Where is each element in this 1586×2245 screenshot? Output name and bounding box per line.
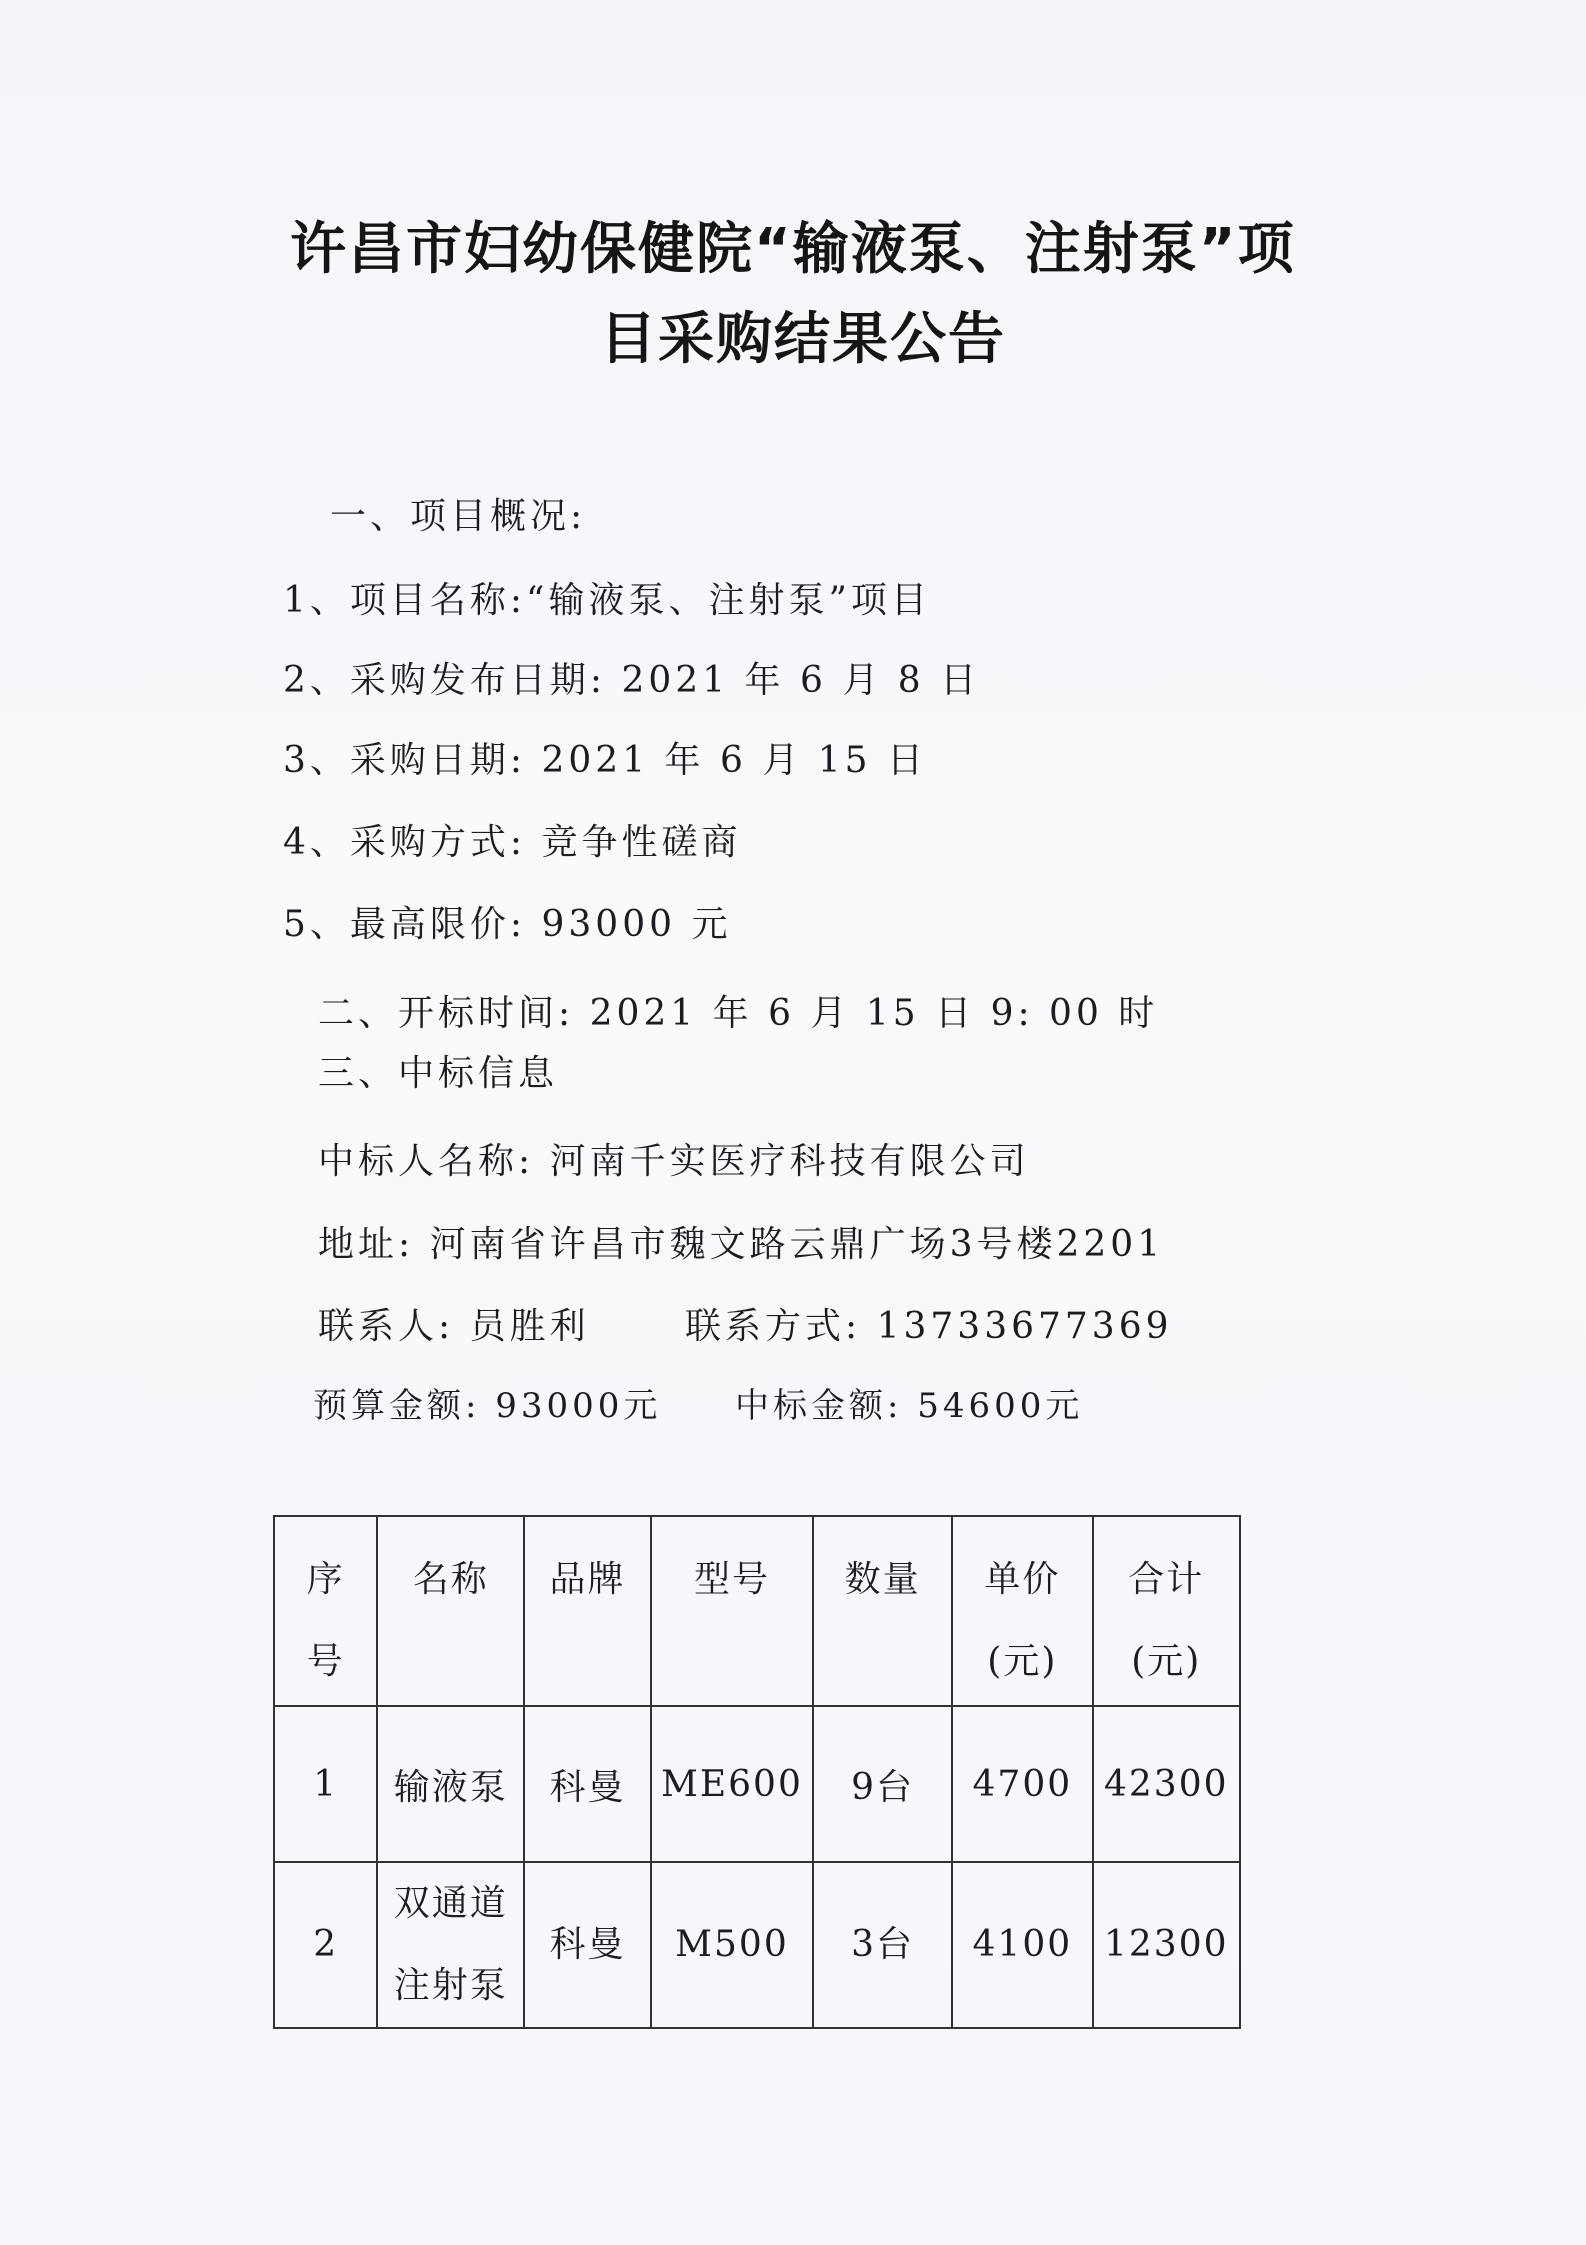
cell-brand: 科曼 (524, 1706, 651, 1862)
section-3-heading: 三、中标信息 (318, 1053, 559, 1094)
budget-amount: 预算金额: 93000元 (313, 1386, 662, 1426)
table-header-row (274, 1516, 1240, 1706)
cell-model: M500 (651, 1862, 813, 2028)
cell-unit-price: 4700 (952, 1706, 1092, 1862)
header-no: 序 号 (274, 1516, 377, 1706)
procurement-date-line: 3、采购日期: 2021 年 6 月 15 日 (283, 740, 928, 781)
header-model: 型号 (651, 1516, 813, 1706)
cell-total: 12300 (1093, 1862, 1240, 2028)
bid-opening-time: 二、开标时间: 2021 年 6 月 15 日 9: 00 时 (318, 993, 1159, 1034)
release-date-line: 2、采购发布日期: 2021 年 6 月 8 日 (283, 660, 981, 701)
header-brand: 品牌 (524, 1516, 651, 1706)
header-unit-price: 单价 (元) (952, 1516, 1092, 1706)
cell-no: 1 (274, 1706, 377, 1862)
cell-qty: 9台 (813, 1706, 952, 1862)
cell-name: 双通道 注射泵 (377, 1862, 524, 2028)
winner-name: 中标人名称: 河南千实医疗科技有限公司 (318, 1141, 1030, 1182)
cell-qty: 3台 (813, 1862, 952, 2028)
cell-total: 42300 (1093, 1706, 1240, 1862)
section-1-heading: 一、项目概况: (330, 496, 587, 537)
award-amount: 中标金额: 54600元 (735, 1386, 1084, 1426)
cell-no: 2 (274, 1862, 377, 2028)
max-price-line: 5、最高限价: 93000 元 (283, 904, 732, 945)
cell-unit-price: 4100 (952, 1862, 1092, 2028)
procurement-method-line: 4、采购方式: 竞争性磋商 (283, 822, 742, 863)
cell-name: 输液泵 (377, 1706, 524, 1862)
document-title-line-1: 许昌市妇幼保健院“输液泵、注射泵”项 (290, 217, 1296, 282)
header-total: 合计 (元) (1093, 1516, 1240, 1706)
header-qty: 数量 (813, 1516, 952, 1706)
header-name: 名称 (377, 1516, 524, 1706)
table-row (274, 1862, 1240, 2028)
award-table (273, 1515, 1241, 2029)
project-name-line: 1、项目名称:“输液泵、注射泵”项目 (283, 580, 931, 621)
contact-person: 联系人: 员胜利 (318, 1306, 590, 1347)
contact-phone: 联系方式: 13733677369 (685, 1306, 1173, 1347)
winner-address: 地址: 河南省许昌市魏文路云鼎广场3号楼2201 (318, 1224, 1165, 1265)
cell-model: ME600 (651, 1706, 813, 1862)
table-row (274, 1706, 1240, 1862)
document-title-line-2: 目采购结果公告 (600, 307, 1006, 372)
cell-brand: 科曼 (524, 1862, 651, 2028)
